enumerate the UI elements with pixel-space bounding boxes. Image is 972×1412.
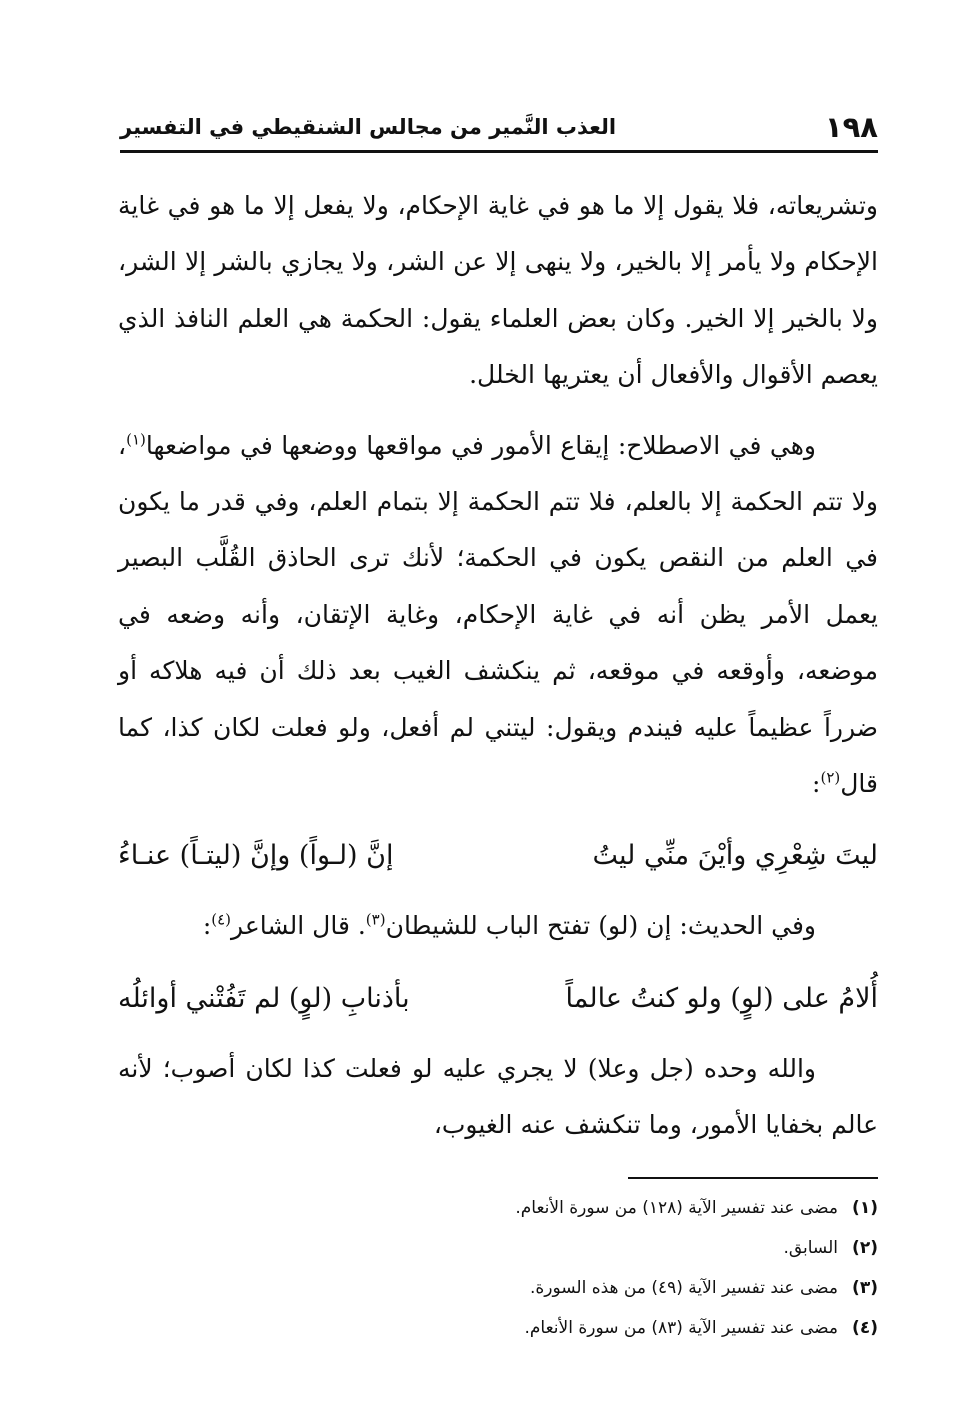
footnote-number: (٤) (852, 1318, 878, 1338)
paragraph-3-part-b: . قال الشاعر (231, 911, 366, 941)
paragraph-3-part-a: وفي الحديث: إن (لو) تفتح الباب للشيطان (385, 911, 816, 941)
footnote-ref-2: (٢) (820, 768, 841, 787)
footnote-3 (300, 1268, 878, 1308)
paragraph-3-part-c: : (202, 911, 212, 941)
verse-2 (118, 971, 878, 1027)
footnote-number: (٢) (852, 1238, 878, 1258)
paragraph-4: والله وحده (جل وعلا) لا يجري عليه لو فعلت كذا لكان أصوب؛ لأنه عالم بخفايا الأمور، وما تنكشف عنه الغيوب، (118, 1053, 878, 1140)
footnote-text: مضى عند تفسير الآية (٨٣) من سورة الأنعام. (524, 1318, 838, 1338)
footnote-rule (628, 1177, 878, 1179)
verse-2-first-hemistich: أُلامُ على (لوٍ) ولو كنتُ عالماً (565, 982, 878, 1014)
paragraph-1: وتشريعاته، فلا يقول إلا ما هو في غاية الإحكام، ولا يفعل إلا ما هو في غاية الإحكام ولا يأمر إلا بالخير، ولا ينهى إلا عن الشر، ولا يجازي بالشر إلا الشر، ولا بالخير إلا الخير. وكان بعض العلماء يقول: الحكمة هي العلم النافذ الذي يعصم الأقوال والأفعال أن يعتريها الخلل. (118, 191, 878, 390)
page-header (120, 110, 878, 144)
footnote-text: السابق. (783, 1238, 838, 1258)
footnote-ref-4: (٤) (211, 911, 232, 930)
footnote-1 (300, 1188, 878, 1228)
verse-1 (118, 828, 878, 884)
footnotes (300, 1188, 878, 1348)
main-text (118, 178, 878, 1154)
footnote-number: (٣) (852, 1278, 878, 1298)
page-number: ١٩٨ (824, 110, 878, 144)
header-rule (120, 150, 878, 153)
paragraph-2-part-b: ، ولا تتم الحكمة إلا بالعلم، فلا تتم الحكمة إلا بتمام العلم، وفي قدر ما يكون في العلم من النقص يكون في الحكمة؛ لأنك ترى الحاذق القُلَّب البصير يعمل الأمر يظن أنه في غاية الإحكام، وغاية الإتقان، وأنه وضعه في موضعه، وأوقعه في موقعه، ثم ينكشف الغيب بعد ذلك أن فيه هلاكه أو ضرراً عظيماً عليه فيندم ويقول: ليتني لم أفعل، ولو فعلت لكان كذا، كما قال (118, 430, 878, 799)
footnote-ref-1: (١) (126, 430, 146, 449)
verse-1-first-hemistich: ليتَ شِعْرِي وأيْنَ منِّي ليتُ (592, 840, 878, 872)
footnote-text: مضى عند تفسير الآية (١٢٨) من سورة الأنعام. (515, 1198, 838, 1218)
paragraph-2-part-a: وهي في الاصطلاح: إيقاع الأمور في مواقعها ووضعها في مواضعها (145, 430, 816, 460)
paragraph-3 (118, 898, 878, 954)
paragraph-2-part-c: : (812, 769, 821, 799)
verse-2-second-hemistich: بأذنابِ (لوٍ) لم تَفُتْني أوائلُه (118, 982, 410, 1014)
running-title: العذب النَّمير من مجالس الشنقيطي في التفسير (120, 115, 617, 139)
footnote-ref-3: (٣) (365, 911, 386, 930)
footnote-text: مضى عند تفسير الآية (٤٩) من هذه السورة. (529, 1278, 838, 1298)
verse-1-second-hemistich: إنَّ (لـواً) وإنَّ (ليتـاً) عنـاءُ (118, 840, 394, 872)
footnote-4 (300, 1308, 878, 1348)
footnote-number: (١) (852, 1198, 878, 1218)
paragraph-2 (118, 418, 878, 813)
footnote-2 (300, 1228, 878, 1268)
